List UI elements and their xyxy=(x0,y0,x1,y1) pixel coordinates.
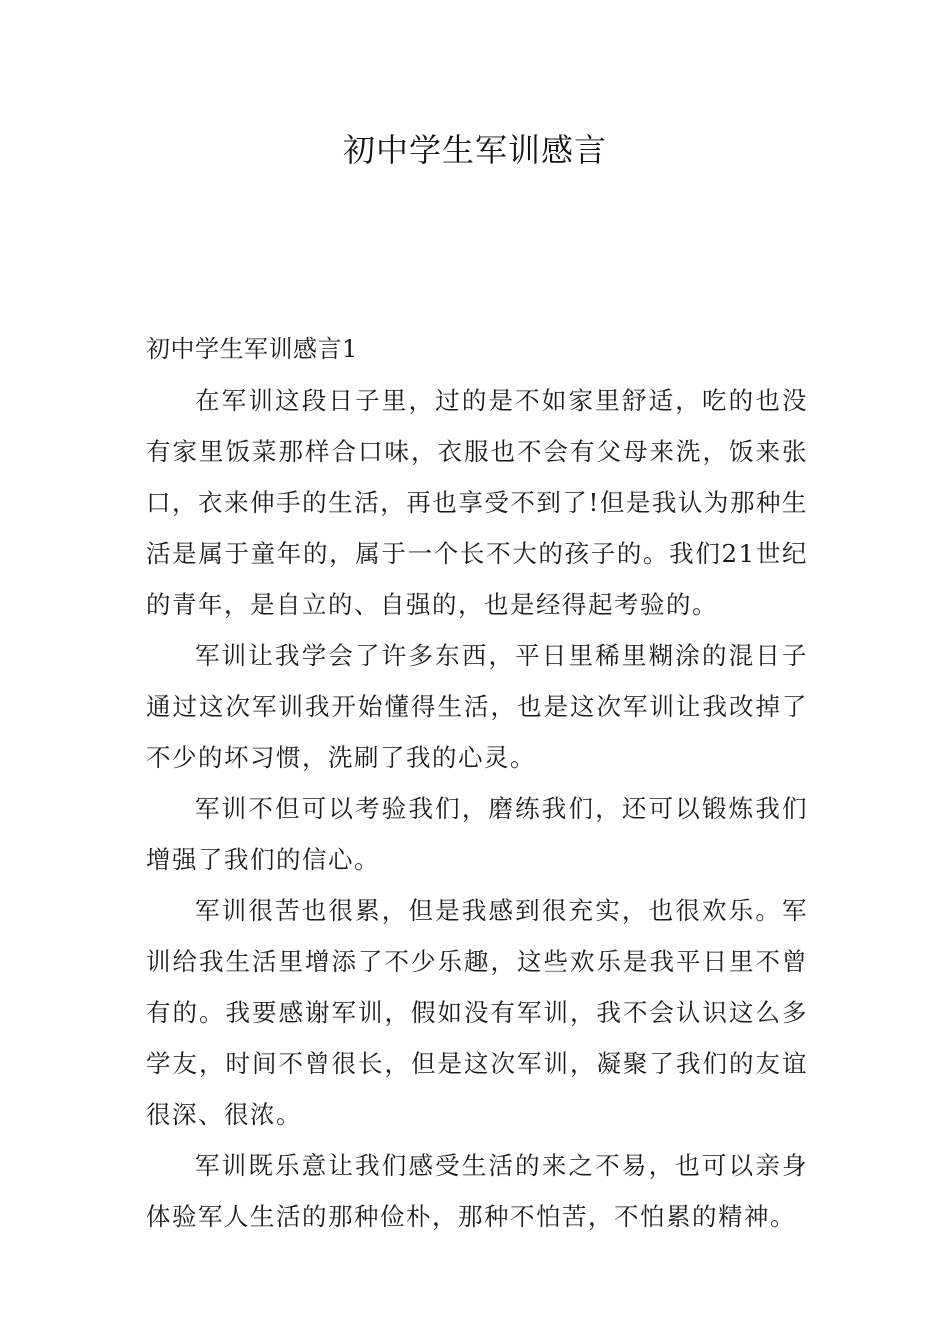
document-body xyxy=(146,331,808,1242)
paragraph-4: 军训很苦也很累，但是我感到很充实，也很欢乐。军训给我生活里增添了不少乐趣，这些欢乐是我平日里不曾有的。我要感谢军训，假如没有军训，我不会认识这么多学友，时间不曾很长，但是这次军训，凝聚了我们的友谊很深、很浓。 xyxy=(146,896,808,1129)
document-title: 初中学生军训感言 xyxy=(342,131,607,169)
paragraph-5: 军训既乐意让我们感受生活的来之不易，也可以亲身体验军人生活的那种俭朴，那种不怕苦，不怕累的精神。 xyxy=(146,1151,808,1231)
paragraph-2: 军训让我学会了许多东西，平日里稀里糊涂的混日子通过这次军训我开始懂得生活，也是这次军训让我改掉了不少的坏习惯，洗刷了我的心灵。 xyxy=(146,641,808,772)
paragraph-1: 在军训这段日子里，过的是不如家里舒适，吃的也没有家里饭菜那样合口味，衣服也不会有父母来洗，饭来张口，衣来伸手的生活，再也享受不到了!但是我认为那种生活是属于童年的，属于一个长不大的孩子的。我们21世纪的青年，是自立的、自强的，也是经得起考验的。 xyxy=(146,386,808,619)
section-heading: 初中学生军训感言1 xyxy=(146,335,358,363)
paragraph-3: 军训不但可以考验我们，磨练我们，还可以锻炼我们增强了我们的信心。 xyxy=(146,794,808,874)
